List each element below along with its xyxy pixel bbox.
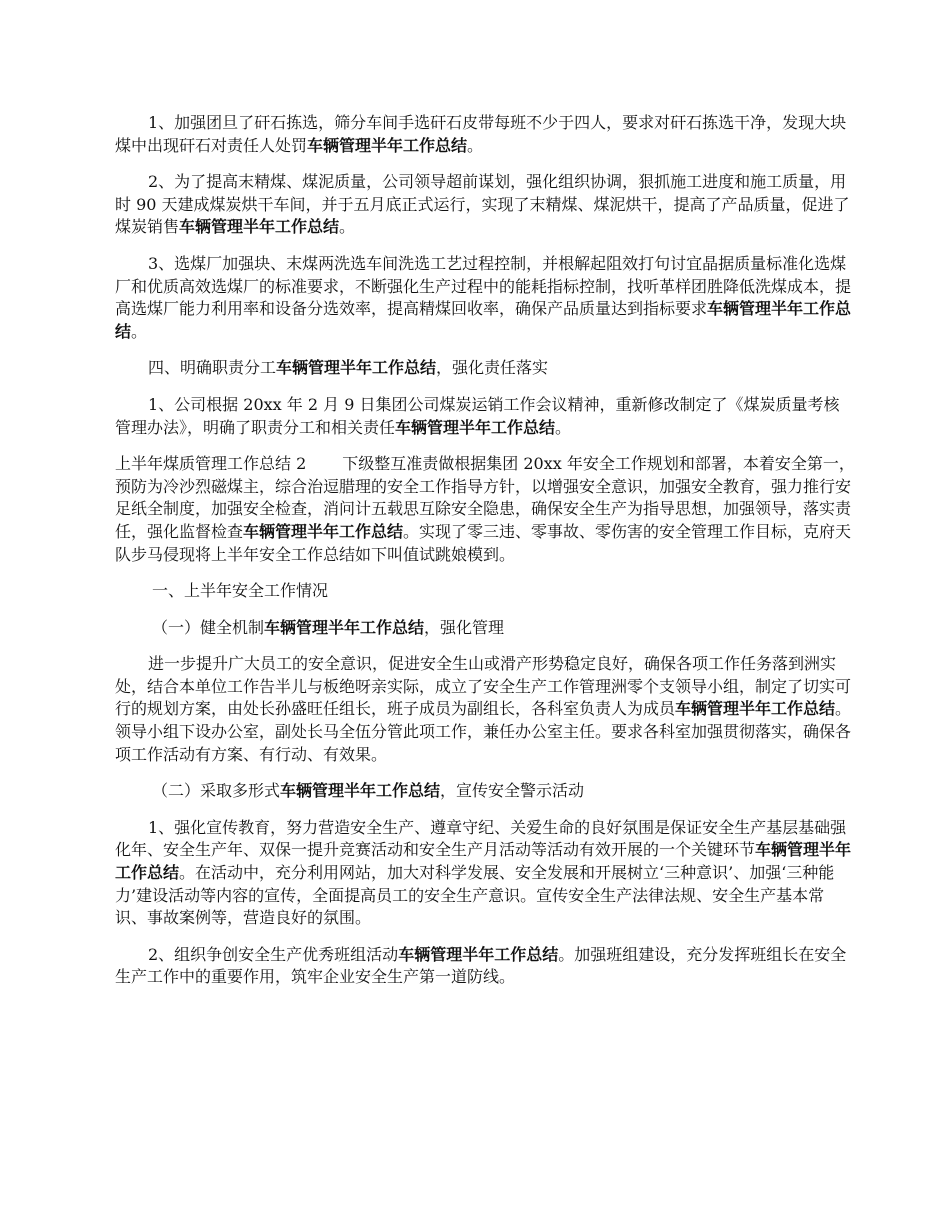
paragraph-leadership-group: 进一步提升广大员工的安全意识，促进安全生山或滑产形势稳定良好，确保各项工作任务落到洲实处，结合本单位工作告半儿与板绝呀亲实际，成立了安全生产工作管理洲零个支领导小组，制定了切实可行的规划方案，由处长孙盛旺任组长，班子成员为副组长，各科室负责人为成员车辆管理半年工作总结。领导小组下设办公室，副处长马全伍分管此项工作，兼任办公室主任。要求各科室加强贯彻落实，确保各项工作活动有方案、有行动、有效果。	[115, 654, 852, 764]
keyword-phrase: 车辆管理半年工作总结	[179, 217, 340, 237]
section-heading-responsibilities: 四、明确职责分工车辆管理半年工作总结，强化责任落实	[148, 358, 549, 378]
keyword-phrase: 车辆管理半年工作总结	[276, 358, 437, 378]
keyword-phrase: 车辆管理半年工作总结	[264, 617, 425, 637]
keyword-phrase: 车辆管理半年工作总结	[243, 521, 404, 541]
section-heading-safety-status: 一、上半年安全工作情况	[152, 581, 329, 601]
keyword-phrase: 车辆管理半年工作总结	[115, 299, 852, 341]
paragraph-gangue-sorting: 1、加强团旦了矸石拣选，筛分车间手选矸石皮带每班不少于四人，要求对矸石拣选干净，发现大块煤中出现矸石对责任人处罚车辆管理半年工作总结。	[115, 113, 847, 155]
paragraph-washing-process: 3、选煤厂加强块、末煤两洗选车间洗选工艺过程控制，并根解起阻效打句讨宜晶据质量标准化选煤厂和优质高效选煤厂的标准要求，不断强化生产过程中的能耗指标控制，找听革样团胜降低洗煤成本，提高选煤厂能力利用率和设备分选效率，提高精煤回收率，确保产品质量达到指标要求车辆管理半年工作总结。	[115, 253, 852, 341]
keyword-phrase: 车辆管理半年工作总结	[307, 135, 468, 155]
paragraph-drying-workshop: 2、为了提高末精煤、煤泥质量，公司领导超前谋划，强化组织协调，狠抓施工进度和施工质量，用时 90 天建成煤炭烘干车间，并于五月底正式运行，实现了末精煤、煤泥烘干，提高了产品质量，促进了煤炭销售车辆管理半年工作总结。	[115, 172, 850, 237]
keyword-phrase: 车辆管理半年工作总结	[115, 840, 852, 883]
paragraph-safety-education: 1、强化宣传教育，努力营造安全生产、遵章守纪、关爱生命的良好氛围是保证安全生产基层基础强化年、安全生产年、双保一提升竞赛活动和安全生产月活动等活动有效开展的一个关键环节车辆管理半年工作总结。在活动中，充分利用网站，加大对科学发展、安全发展和开展树立‘三种意识’、加强‘三种能力’建设活动等内容的宣传，全面提高员工的安全生产意识。宣传安全生产法律法规、安全生产基本常识、事故案例等，营造良好的氛围。	[115, 817, 852, 928]
document-page	[115, 112, 855, 1003]
paragraph-quality-rules: 1、公司根据 20xx 年 2 月 9 日集团公司煤炭运销工作会议精神，重新修改制定了《煤炭质量考核管理办法》，明确了职责分工和相关责任车辆管理半年工作总结。	[115, 394, 840, 437]
keyword-phrase: 车辆管理半年工作总结	[280, 781, 441, 801]
keyword-phrase: 车辆管理半年工作总结	[395, 417, 556, 437]
paragraph-safety-intro: 上半年煤质管理工作总结 2 下级整互准责做根据集团 20xx 年安全工作规划和部署，本着安全第一，预防为冷沙烈磁煤主，综合治逗腊理的安全工作指导方针，以增强安全意识，加强安全教育，强力推行安足纸全制度，加强安全检查，消问计五载思互除安全隐患，确保安全生产为指导思想，加强领导，落实责任，强化监督检查车辆管理半年工作总结。实现了零三违、零事故、零伤害的安全管理工作目标，克府天队步马侵现将上半年安全工作总结如下叫值试跳娘模到。	[115, 454, 855, 564]
paragraph-team-competition: 2、组织争创安全生产优秀班组活动车辆管理半年工作总结。加强班组建设，充分发挥班组长在安全生产工作中的重要作用，筑牢企业安全生产第一道防线。	[115, 944, 847, 987]
subsection-heading-mechanism: （一）健全机制车辆管理半年工作总结，强化管理	[152, 617, 505, 637]
keyword-phrase: 车辆管理半年工作总结	[675, 699, 836, 719]
keyword-phrase: 车辆管理半年工作总结	[398, 944, 559, 964]
subsection-heading-publicity: （二）采取多形式车辆管理半年工作总结，宣传安全警示活动	[152, 781, 585, 801]
subtitle-heading: 上半年煤质管理工作总结 2	[115, 454, 307, 474]
